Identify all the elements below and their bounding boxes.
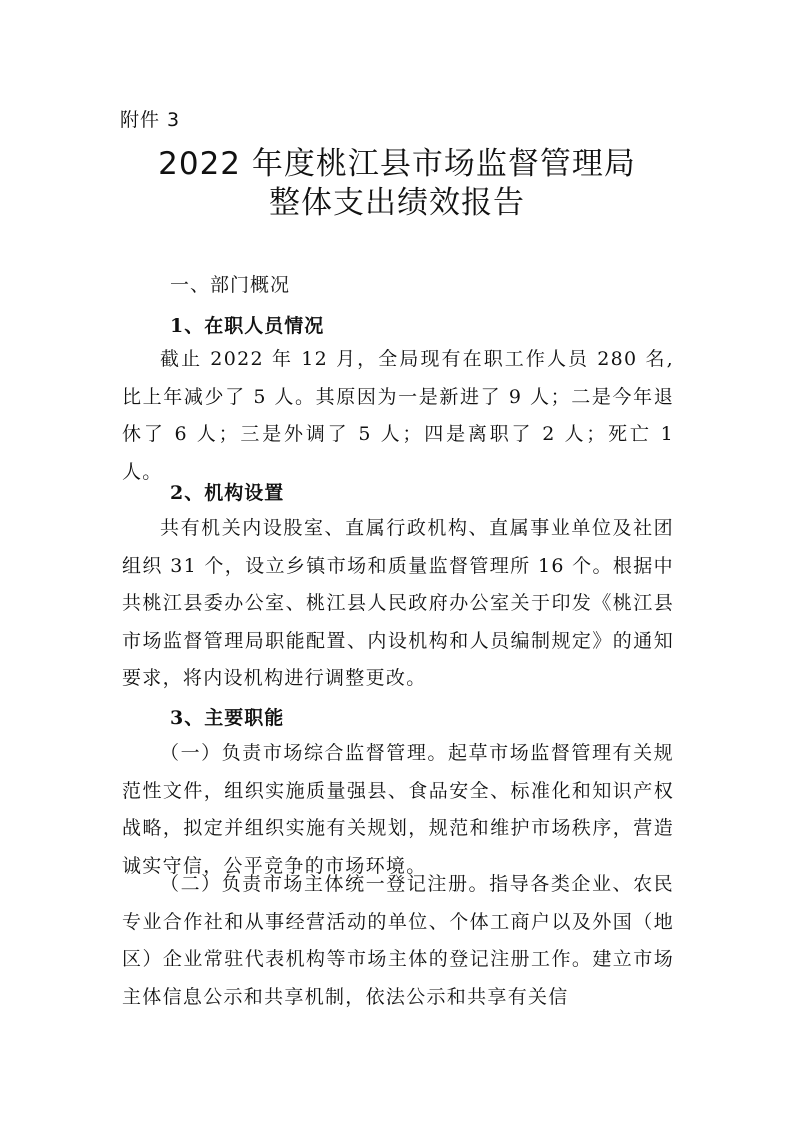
paragraph-organization	[122, 510, 674, 698]
document-title-line1: 2022 年度桃江县市场监督管理局	[158, 146, 636, 182]
attachment-label: 附件 3	[120, 109, 181, 131]
paragraph-function-2	[122, 866, 674, 1016]
section-heading-department-overview: 一、部门概况	[170, 274, 291, 296]
paragraph-staff	[122, 341, 674, 491]
paragraph-organization-text: 共有机关内设股室、直属行政机构、直属事业单位及社团组织 31 个，设立乡镇市场和质量监督管理所 16 个。根据中共桃江县委办公室、桃江县人民政府办公室关于印发《桃江县市场监督管理局职能配置、内设机构和人员编制规定》的通知要求，将内设机构进行调整更改。	[122, 517, 674, 689]
paragraph-function-1	[122, 735, 674, 885]
subheading-organization: 2、机构设置	[170, 482, 285, 504]
paragraph-staff-text: 截止 2022 年 12 月，全局现有在职工作人员 280 名,比上年减少了 5 人。其原因为一是新进了 9 人；二是今年退休了 6 人；三是外调了 5 人；四是离职了 2 人；死亡 1 人。	[122, 348, 674, 483]
subheading-staff: 1、在职人员情况	[170, 315, 325, 337]
paragraph-function-2-text: （二）负责市场主体统一登记注册。指导各类企业、农民专业合作社和从事经营活动的单位、个体工商户以及外国（地区）企业常驻代表机构等市场主体的登记注册工作。建立市场主体信息公示和共享机制，依法公示和共享有关信	[122, 873, 674, 1008]
document-title-line2: 整体支出绩效报告	[269, 185, 525, 221]
subheading-main-functions: 3、主要职能	[170, 707, 285, 729]
paragraph-function-1-text: （一）负责市场综合监督管理。起草市场监督管理有关规范性文件，组织实施质量强县、食品安全、标准化和知识产权战略，拟定并组织实施有关规划，规范和维护市场秩序，营造诚实守信，公平竞争的市场环境。	[122, 742, 674, 877]
